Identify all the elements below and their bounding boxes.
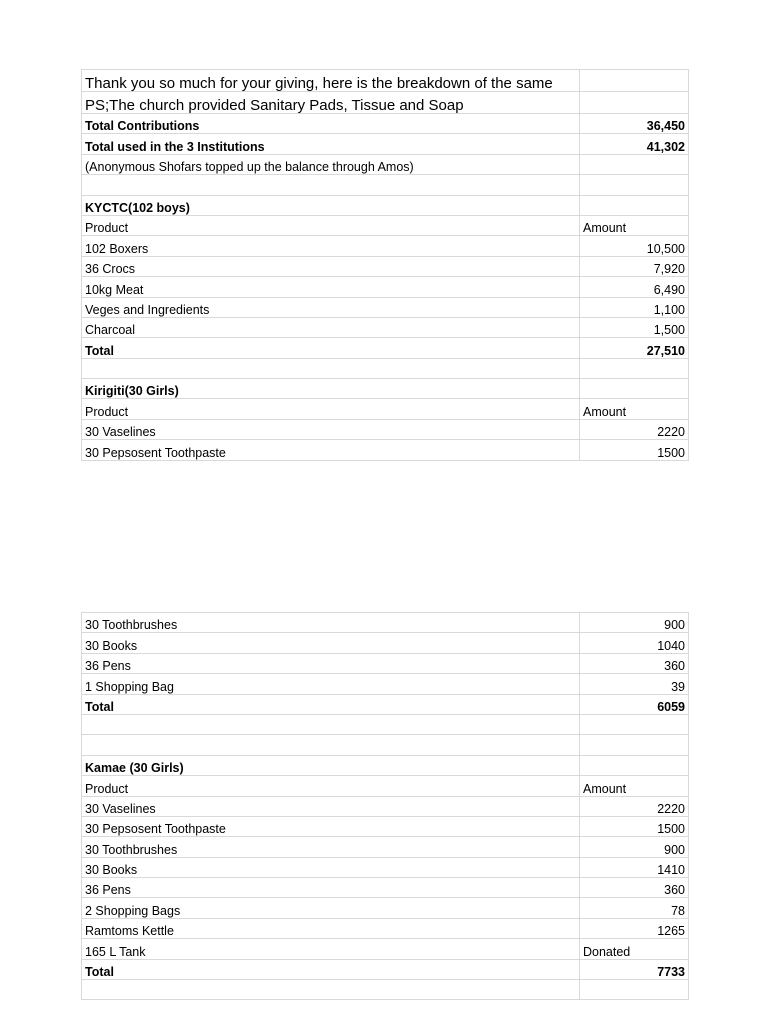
row-amount[interactable]: 7,920 [580, 256, 689, 276]
table-body [82, 70, 689, 461]
table-row [82, 256, 689, 276]
row-amount[interactable]: 27,510 [580, 338, 689, 358]
row-amount[interactable]: 1410 [580, 857, 689, 877]
row-amount[interactable]: 900 [580, 613, 689, 633]
row-amount[interactable] [580, 195, 689, 215]
table-row [82, 796, 689, 816]
table-row [82, 857, 689, 877]
row-label[interactable] [82, 175, 580, 195]
row-label[interactable]: 2 Shopping Bags [82, 898, 580, 918]
row-label[interactable] [82, 980, 580, 1000]
row-amount[interactable]: 39 [580, 674, 689, 694]
row-amount[interactable]: 360 [580, 653, 689, 673]
row-amount[interactable]: 360 [580, 878, 689, 898]
table-row [82, 338, 689, 358]
table-row [82, 358, 689, 378]
row-amount[interactable] [580, 358, 689, 378]
table-row [82, 379, 689, 399]
row-label[interactable]: 36 Crocs [82, 256, 580, 276]
row-amount[interactable] [580, 379, 689, 399]
table-row [82, 419, 689, 439]
row-amount[interactable]: Amount [580, 776, 689, 796]
row-amount[interactable]: 36,450 [580, 114, 689, 134]
row-amount[interactable]: 1265 [580, 918, 689, 938]
row-label[interactable]: 36 Pens [82, 878, 580, 898]
table-row [82, 980, 689, 1000]
row-amount[interactable]: Amount [580, 399, 689, 419]
row-label[interactable]: 30 Toothbrushes [82, 613, 580, 633]
table-row [82, 959, 689, 979]
row-label[interactable]: (Anonymous Shofars topped up the balance through Amos) [82, 154, 580, 174]
row-amount[interactable]: 1,500 [580, 317, 689, 337]
table-row [82, 236, 689, 256]
table-row [82, 195, 689, 215]
table-row [82, 440, 689, 460]
row-label[interactable]: 165 L Tank [82, 939, 580, 959]
table-row [82, 674, 689, 694]
table-row [82, 92, 689, 114]
table-row [82, 114, 689, 134]
row-amount[interactable]: Amount [580, 215, 689, 235]
row-label[interactable]: 30 Toothbrushes [82, 837, 580, 857]
row-amount[interactable] [580, 154, 689, 174]
row-amount[interactable] [580, 714, 689, 734]
row-label[interactable]: Product [82, 215, 580, 235]
row-label[interactable]: Ramtoms Kettle [82, 918, 580, 938]
table-row [82, 215, 689, 235]
row-amount[interactable] [580, 735, 689, 755]
row-amount[interactable]: 1500 [580, 816, 689, 836]
table-row [82, 277, 689, 297]
breakdown-table-page-1 [81, 69, 689, 461]
table-row [82, 317, 689, 337]
table-row [82, 837, 689, 857]
table-row [82, 633, 689, 653]
row-label[interactable]: Total [82, 694, 580, 714]
row-amount[interactable] [580, 175, 689, 195]
row-label[interactable]: Product [82, 776, 580, 796]
row-amount[interactable]: 1,100 [580, 297, 689, 317]
row-label[interactable]: Total used in the 3 Institutions [82, 134, 580, 154]
row-amount[interactable]: 2220 [580, 796, 689, 816]
row-label[interactable]: 102 Boxers [82, 236, 580, 256]
row-amount[interactable]: 10,500 [580, 236, 689, 256]
table-row [82, 714, 689, 734]
row-label[interactable]: Kamae (30 Girls) [82, 755, 580, 775]
row-label[interactable]: KYCTC(102 boys) [82, 195, 580, 215]
table-row [82, 653, 689, 673]
table-row [82, 694, 689, 714]
table-row [82, 939, 689, 959]
row-amount[interactable]: 6,490 [580, 277, 689, 297]
breakdown-table-page-2 [81, 612, 689, 1000]
row-label[interactable]: 1 Shopping Bag [82, 674, 580, 694]
row-label[interactable]: 30 Vaselines [82, 419, 580, 439]
table-row [82, 399, 689, 419]
row-amount[interactable] [580, 980, 689, 1000]
table-row [82, 175, 689, 195]
row-label[interactable]: 30 Pepsosent Toothpaste [82, 440, 580, 460]
row-label[interactable]: Charcoal [82, 317, 580, 337]
row-amount[interactable]: Donated [580, 939, 689, 959]
row-amount[interactable] [580, 755, 689, 775]
table-row [82, 776, 689, 796]
row-label[interactable]: Total Contributions [82, 114, 580, 134]
row-amount[interactable]: 6059 [580, 694, 689, 714]
row-label[interactable]: 30 Vaselines [82, 796, 580, 816]
table-row [82, 134, 689, 154]
row-label[interactable]: Total [82, 959, 580, 979]
row-label[interactable]: 30 Books [82, 857, 580, 877]
table-body [82, 613, 689, 1000]
row-label[interactable]: Product [82, 399, 580, 419]
row-label[interactable]: Kirigiti(30 Girls) [82, 379, 580, 399]
table-row [82, 755, 689, 775]
table-row [82, 898, 689, 918]
row-label[interactable]: Veges and Ingredients [82, 297, 580, 317]
row-label[interactable]: 30 Books [82, 633, 580, 653]
row-amount[interactable]: 41,302 [580, 134, 689, 154]
table-row [82, 735, 689, 755]
table-row [82, 70, 689, 92]
row-label[interactable]: 10kg Meat [82, 277, 580, 297]
row-amount[interactable]: 2220 [580, 419, 689, 439]
table-row [82, 816, 689, 836]
row-label[interactable]: 36 Pens [82, 653, 580, 673]
row-amount[interactable]: 78 [580, 898, 689, 918]
row-amount[interactable]: 900 [580, 837, 689, 857]
row-amount[interactable] [580, 70, 689, 92]
row-amount[interactable]: 1500 [580, 440, 689, 460]
row-label[interactable]: 30 Pepsosent Toothpaste [82, 816, 580, 836]
row-amount[interactable]: 7733 [580, 959, 689, 979]
table-row [82, 297, 689, 317]
table-row [82, 613, 689, 633]
table-row [82, 154, 689, 174]
row-amount[interactable]: 1040 [580, 633, 689, 653]
table-row [82, 878, 689, 898]
row-label[interactable]: Total [82, 338, 580, 358]
row-label[interactable]: Thank you so much for your giving, here is the breakdown of the same [82, 70, 580, 92]
row-label[interactable] [82, 735, 580, 755]
row-label[interactable]: PS;The church provided Sanitary Pads, Tissue and Soap [82, 92, 580, 114]
row-amount[interactable] [580, 92, 689, 114]
row-label[interactable] [82, 358, 580, 378]
row-label[interactable] [82, 714, 580, 734]
table-row [82, 918, 689, 938]
